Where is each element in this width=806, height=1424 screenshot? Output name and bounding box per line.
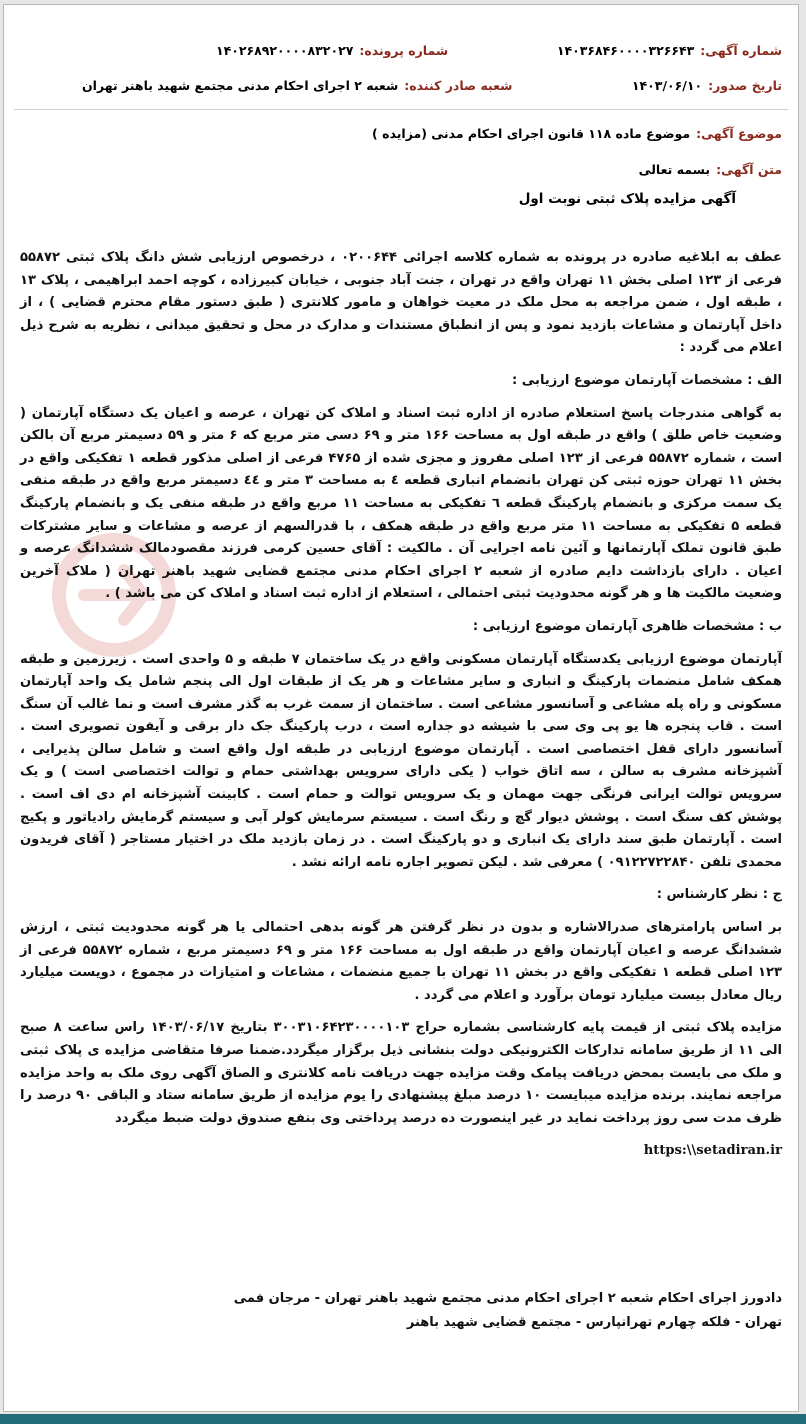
footer-line-1: دادورز اجرای احکام شعبه ۲ اجرای احکام مدنی مجتمع شهید باهنر تهران - مرجان فمی	[233, 1291, 782, 1306]
case-number-label: شماره پرونده:	[359, 43, 449, 58]
ad-body	[20, 247, 782, 1173]
footer-signature	[234, 1287, 782, 1335]
section-a-title: الف : مشخصات آپارتمان موضوع ارزیابی :	[512, 372, 782, 388]
section-a-paragraph: به گواهی مندرجات پاسخ استعلام صادره از اداره ثبت اسناد و املاک کن تهران ، عرصه و اعیان یک دستگاه آپارتمان ( وضعیت خاص طلق ) واقع در طبقه اول به مساحت ۱۶۶ متر و ۶۹ دسی متر مربع که ۶ متر و ۵۹ دسیمتر مربع آن بالکن است ، شماره ۵۵۸۷۲ فرعی از ۱۲۳ اصلی مفروز و مجزی شده از ۴۷۶۵ فرعی از اصلی مذکور قطعه ۱ تفکیکی واقع در بخش ۱۱ تهران حوزه ثبتی کن تهران بانضمام انباری قطعه ٤ به مساحت ۳ متر و ٤٤ دسیمتر مربع واقع در طبقه منفی یک سمت مرکزی و بانضمام پارکینگ قطعه ٦ تفکیکی به مساحت ۱۱ مربع واقع در طبقه منفی یک و بانضمام پارکینگ قطعه ۵ تفکیکی به مساحت ۱۱ متر مربع واقع در طبقه همکف ، با قدرالسهم از عرصه و مشاعات و سایر مشترکات طبق قانون تملک آپارتمانها و آئین نامه اجرایی آن . مالکیت : آقای حسین کرمی فرزند مقصودمالک ششدانگ عرصه و اعیان . دارای بازداشت دایم صادره از شعبه ۲ اجرای احکام مدنی مجتمع قضایی شهید باهنر تهران ( ملاک آخرین وضعیت مالکیت ها و هر گونه محدودیت ثبتی احتمالی ، استعلام از اداره ثبت اسناد و املاک کن می باشد ) .	[20, 405, 783, 602]
auction-paragraph: مزایده پلاک ثبتی از قیمت پایه کارشناسی بشماره حراج ۳۰۰۳۱۰۶۴۲۳۰۰۰۰۱۰۳ بتاریخ ۱۴۰۳/۰۶/۱۷ راس ساعت ۸ صبح الی ۱۱ از طریق سامانه تدارکات الکترونیکی دولت بنشانی ذیل برگزار میگردد.ضمنا صرفا متقاضی مزایده ی پلاک ثبتی و ملک می بایست بمحض دریافت پیامک وقت مزایده جهت دریافت نامه کلانتری و الصاق آگهی روی ملک به واحد مزایده مراجعه نمایند. برنده مزایده میبایست ۱۰ درصد مبلغ پیشنهادی را یوم مزایده از طریق سامانه ستاد و الباقی ۹۰ درصد را ظرف مدت سی روز پرداخت نماید در غیر اینصورت ده درصد پرداختی وی بنفع صندوق دولت ضبط میگردد	[20, 1020, 783, 1126]
case-number: ۱۴۰۲۶۸۹۲۰۰۰۰۸۳۲۰۲۷	[216, 43, 354, 58]
bismillah: بسمه تعالی	[638, 162, 711, 177]
text-label-row	[639, 162, 782, 177]
issuer-label: شعبه صادر کننده:	[404, 78, 513, 93]
section-c-title: ج : نظر کارشناس :	[656, 887, 782, 903]
subject: موضوع ماده ۱۱۸ قانون اجرای احکام مدنی (مزایده )	[372, 126, 691, 141]
issuer: شعبه ۲ اجرای احکام مدنی مجتمع شهید باهنر تهران	[82, 78, 399, 93]
header-divider	[14, 109, 788, 110]
ad-number-label: شماره آگهی:	[700, 43, 782, 58]
ad-number-row	[557, 43, 782, 58]
section-b-title: ب : مشخصات ظاهری آپارتمان موضوع ارزیابی :	[472, 618, 782, 634]
ad-panel	[3, 4, 799, 1412]
footer-line-2: تهران - فلکه چهارم تهرانپارس - مجتمع قضایی شهید باهنر	[406, 1315, 782, 1330]
issue-date-row	[632, 78, 782, 93]
issue-date: ۱۴۰۳/۰۶/۱۰	[631, 78, 703, 93]
ad-title-row	[519, 191, 736, 207]
section-b-paragraph: آپارتمان موضوع ارزیابی یکدستگاه آپارتمان مسکونی واقع در یک ساختمان ۷ طبقه و ۵ واحدی است . زیرزمین و طبقه همکف شامل منضمات پارکینگ و انباری و سایر مشاعات و هر یک از طبقات اول الی پنجم شامل یک واحد آپارتمان مسکونی و راه پله مشاعی و آسانسور مشاعی است . ساختمان از سمت غرب به گذر مشرف است و نما غالب آن سنگ است . قاب پنجره ها یو پی وی سی با شیشه دو جداره است ، درب پارکینگ جک دار برقی و آیفون تصویری است . آسانسور دارای قفل اختصاصی است . آپارتمان موضوع ارزیابی در طبقه اول واقع است و شامل سالن پذیرایی ، آشپزخانه مشرف به سالن ، سه اتاق خواب ( یکی دارای سرویس بهداشتی حمام و توالت اختصاصی است ) و یک سرویس توالت ایرانی فرنگی جهت مهمان و یک سرویس توالت و حمام است . کابینت آشپزخانه ام دی اف است . پوشش کف سنگ است . پوشش دیوار گچ و رنگ است . سیستم سرمایش کولر آبی و سیستم گرمایش رادیاتور و پکیج است . آپارتمان طبق سند دارای یک انباری و دو پارکینگ است . در زمان بازدید ملک در اختیار مستاجر ( آقای فریدون محمدی تلفن ۰۹۱۲۲۷۲۲۸۴۰ ) معرفی شد . لیکن تصویر اجاره نامه ارائه نشد .	[20, 651, 782, 870]
ad-number: ۱۴۰۳۶۸۴۶۰۰۰۰۳۲۶۶۴۳	[556, 43, 695, 58]
ad-content	[4, 5, 798, 1411]
ad-title: آگهی مزایده پلاک ثبتی نوبت اول	[518, 191, 736, 207]
setadiran-link[interactable]: https:\\setadiran.ir	[643, 1143, 782, 1159]
bottom-bar	[0, 1414, 806, 1424]
subject-label: موضوع آگهی:	[696, 126, 782, 141]
case-number-row	[216, 43, 448, 58]
issuer-row	[82, 78, 512, 93]
text-label: متن آگهی:	[716, 162, 782, 177]
issue-date-label: تاریخ صدور:	[708, 78, 782, 93]
section-c-paragraph: بر اساس پارامترهای صدرالاشاره و بدون در نظر گرفتن هر گونه بدهی احتمالی یا هر گونه محدودیت ثبتی ، ارزش ششدانگ عرصه و اعیان آپارتمان واقع در طبقه اول به مساحت ۱۶۶ متر و ۶۹ دسیمتر مربع ، شماره ۵۵۸۷۲ فرعی از ۱۲۳ اصلی قطعه ۱ تفکیکی واقع در بخش ۱۱ تهران با جمیع منضمات ، مشاعات و امتیازات در مجموع ، دویست میلیارد ریال معادل بیست میلیارد تومان برآورد و اعلام می گردد .	[20, 920, 782, 1003]
intro-paragraph: عطف به ابلاغیه صادره در پرونده به شماره کلاسه اجرائی ۰۲۰۰۶۴۴ ، درخصوص ارزیابی شش دانگ پلاک ثبتی ۵۵۸۷۲ فرعی از ۱۲۳ اصلی بخش ۱۱ تهران واقع در تهران ، جنت آباد جنوبی ، خیابان کبیرزاده ، کوچه احمد ابراهیمی ، پلاک ۱۳ ، طبقه اول ، ضمن مراجعه به محل ملک در معیت خواهان و مامور کلانتری ( طبق دستور مقام محترم قضایی ) ، از داخل آپارتمان و مشاعات بازدید نمود و پس از انطباق مستندات و مدارک در محل و تحقیق میدانی ، نظریه به شرح ذیل اعلام می گردد :	[20, 250, 782, 356]
subject-row	[372, 126, 782, 141]
